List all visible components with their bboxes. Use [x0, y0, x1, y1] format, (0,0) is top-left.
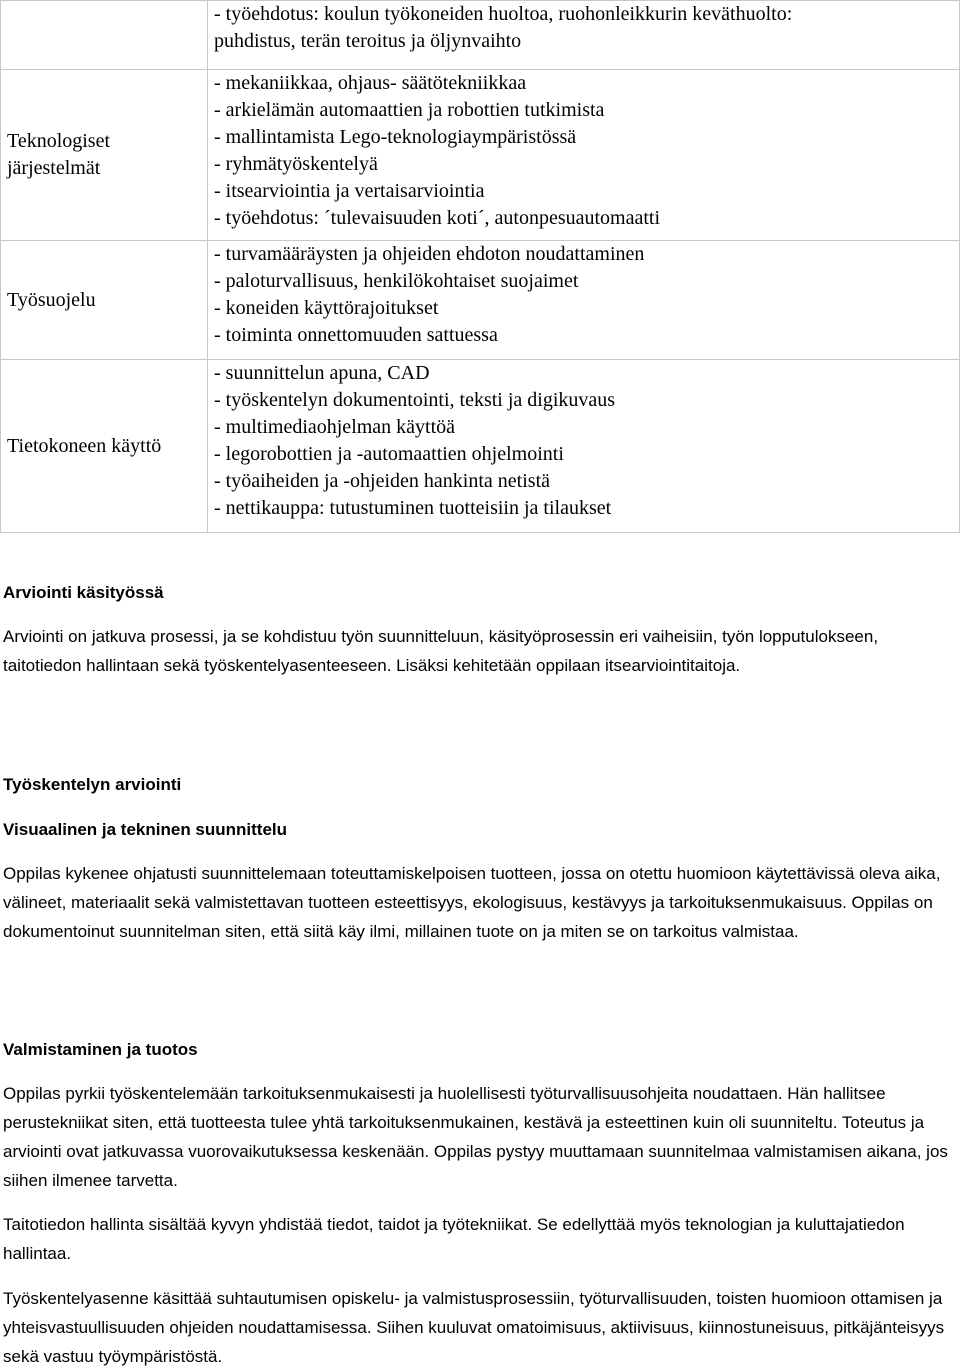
valmistaminen-section	[3, 1035, 953, 1064]
row-label: Teknologiset	[7, 130, 111, 152]
row-label: Työsuojelu	[7, 288, 96, 311]
row-label-cell	[1, 360, 208, 533]
row-items-cell	[208, 360, 960, 533]
paragraph: Oppilas kykenee ohjatusti suunnittelemaan toteuttamiskelpoisen tuotteen, jossa on otettu huomioon käytettävissä oleva aika, välineet, materiaalit sekä valmistettavan tuotteen esteettisyys, ekologisuus, kestävyys ja tarkoituksenmukaisuus. Oppilas on dokumentoinut suunnitelman siten, että siitä käy ilmi, millainen tuote on ja miten se on tarkoitus valmistaa.	[3, 864, 941, 941]
row-label: Tietokoneen käyttö	[7, 434, 162, 457]
row-items-cell	[208, 70, 960, 241]
list-item: puhdistus, terän teroitus ja öljynvaihto	[214, 30, 522, 52]
row-items-cell	[208, 1, 960, 70]
list-item: - ryhmätyöskentelyä	[214, 153, 378, 175]
table-row	[1, 241, 960, 360]
row-items-cell	[208, 241, 960, 360]
table-row	[1, 1, 960, 70]
table-row	[1, 360, 960, 533]
list-item: - itsearviointia ja vertaisarviointia	[214, 180, 485, 202]
section-heading: Työskentelyn arviointi	[3, 775, 182, 794]
tyoskentelyasenne-paragraph-block	[3, 1284, 953, 1371]
list-item: - legorobottien ja -automaattien ohjelmointi	[214, 443, 564, 465]
list-item: - turvamääräysten ja ohjeiden ehdoton noudattaminen	[214, 243, 645, 265]
section-heading: Arviointi käsityössä	[3, 583, 164, 602]
arviointi-section	[3, 578, 953, 607]
list-item: - työehdotus: ´tulevaisuuden koti´, autonpesuautomaatti	[214, 207, 661, 229]
list-item: - mallintamista Lego-teknologiaympäristössä	[214, 126, 577, 148]
valmistaminen-paragraph-block	[3, 1079, 953, 1195]
list-item: - mekaniikkaa, ohjaus- säätötekniikkaa	[214, 72, 527, 94]
table-row	[1, 70, 960, 241]
list-item: - koneiden käyttörajoitukset	[214, 297, 439, 319]
arviointi-paragraph-block	[3, 622, 953, 680]
list-item: - työaiheiden ja -ohjeiden hankinta netistä	[214, 470, 550, 492]
paragraph: Taitotiedon hallinta sisältää kyvyn yhdistää tiedot, taidot ja työtekniikat. Se edellyttää myös teknologian ja kuluttajatiedon hallintaa.	[3, 1215, 905, 1263]
row-label: järjestelmät	[7, 157, 101, 179]
list-item: - suunnittelun apuna, CAD	[214, 362, 430, 384]
list-item: - työskentelyn dokumentointi, teksti ja digikuvaus	[214, 389, 616, 411]
row-label-cell	[1, 70, 208, 241]
suunnittelu-section	[3, 815, 953, 844]
taitotieto-paragraph-block	[3, 1210, 953, 1268]
paragraph: Arviointi on jatkuva prosessi, ja se kohdistuu työn suunnitteluun, käsityöprosessin eri vaiheisiin, työn lopputulokseen, taitotiedon hallintaan sekä työskentelyasenteeseen. Lisäksi kehitetään oppilaan itsearviointitaitoja.	[3, 627, 879, 675]
paragraph: Työskentelyasenne käsittää suhtautumisen opiskelu- ja valmistusprosessiin, työturvallisuuden, toisten huomioon ottamisen ja yhteisvastuullisuuden ohjeiden noudattamisessa. Siihen kuuluvat omatoimisuus, aktiivisuus, kiinnostuneisuus, pitkäjänteisyys sekä vastuu työympäristöstä.	[3, 1289, 945, 1366]
paragraph: Oppilas pyrkii työskentelemään tarkoituksenmukaisesti ja huolellisesti työturvallisuusohjeita noudattaen. Hän hallitsee perustekniikat siten, että tuotteesta tulee yhtä tarkoituksenmukainen, kestävä ja esteettinen kuin oli suunniteltu. Toteutus ja arviointi ovat jatkuvassa vuorovaikutuksessa keskenään. Oppilas pystyy muuttamaan suunnitelmaa valmistamisen aikana, jos siihen ilmenee tarvetta.	[3, 1084, 948, 1190]
list-item: - arkielämän automaattien ja robottien tutkimista	[214, 99, 605, 121]
row-label-cell	[1, 1, 208, 70]
suunnittelu-paragraph-block	[3, 859, 953, 946]
list-item: - paloturvallisuus, henkilökohtaiset suojaimet	[214, 270, 579, 292]
subsection-heading: Valmistaminen ja tuotos	[3, 1040, 198, 1059]
list-item: - multimediaohjelman käyttöä	[214, 416, 456, 438]
row-label-cell	[1, 241, 208, 360]
curriculum-table	[0, 0, 960, 533]
list-item: - toiminta onnettomuuden sattuessa	[214, 324, 498, 346]
tyoskentelyn-section	[3, 770, 953, 799]
list-item: - nettikauppa: tutustuminen tuotteisiin ja tilaukset	[214, 497, 612, 519]
list-item: - työehdotus: koulun työkoneiden huoltoa, ruohonleikkurin keväthuolto:	[214, 3, 793, 25]
subsection-heading: Visuaalinen ja tekninen suunnittelu	[3, 820, 288, 839]
